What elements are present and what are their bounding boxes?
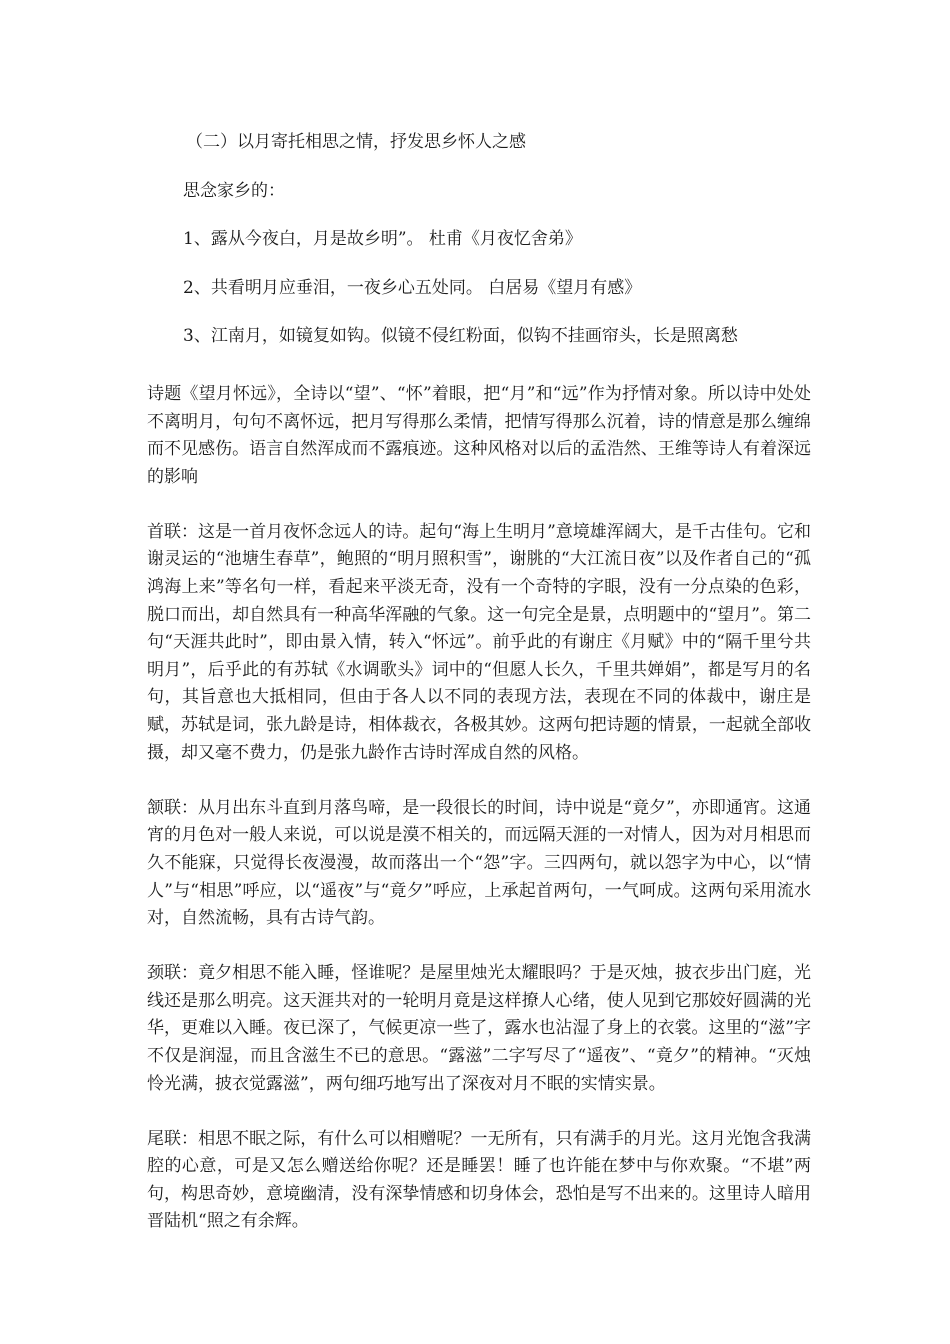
paragraph-third-couplet: 颈联：竟夕相思不能入睡，怪谁呢？是屋里烛光太耀眼吗？于是灭烛，披衣步出门庭，光线还是那么明亮。这天涯共对的一轮明月竟是这样撩人心绪，使人见到它那姣好圆满的光华，更难以入睡。夜已深了，气候更凉一些了，露水也沾湿了身上的衣裳。这里的“滋”字不仅是润湿，而且含滋生不已的意思。“露滋”二字写尽了“遥夜”、“竟夕”的精神。“灭烛怜光满，披衣觉露滋”，两句细巧地写出了深夜对月不眠的实情实景。 — [147, 963, 811, 1094]
poem-line-3: 3、江南月，如镜复如钩。似镜不侵红粉面，似钩不挂画帘头，长是照离愁 — [183, 326, 738, 346]
commentary-section — [147, 381, 811, 1264]
paragraph-second-couplet: 颔联：从月出东斗直到月落鸟啼，是一段很长的时间，诗中说是“竟夕”，亦即通宵。这通宵的月色对一般人来说，可以说是漠不相关的，而远隔天涯的一对情人，因为对月相思而久不能寐，只觉得长夜漫漫，故而落出一个“怨”字。三四两句，就以怨字为中心，以“情人”与“相思”呼应，以“遥夜”与“竟夕”呼应，上承起首两句，一气呵成。这两句采用流水对，自然流畅，具有古诗气韵。 — [147, 797, 811, 929]
poem-line-2: 2、共看明月应垂泪，一夜乡心五处同。 白居易《望月有感》 — [183, 277, 642, 298]
paragraph-title-analysis: 诗题《望月怀远》，全诗以“望”、“怀”着眼，把“月”和“远”作为抒情对象。所以诗中处处不离明月，句句不离怀远，把月写得那么柔情，把情写得那么沉着，诗的情意是那么缠绵而不见感伤。语言自然浑成而不露痕迹。这种风格对以后的孟浩然、王维等诗人有着深远的影响 — [147, 384, 811, 487]
section-subheading: 思念家乡的： — [183, 180, 285, 201]
section-heading: （二）以月寄托相思之情，抒发思乡怀人之感 — [186, 132, 526, 152]
poem-line-1: 1、露从今夜白，月是故乡明”。 杜甫《月夜忆舍弟》 — [183, 229, 582, 249]
paragraph-first-couplet: 首联：这是一首月夜怀念远人的诗。起句“海上生明月”意境雄浑阔大，是千古佳句。它和谢灵运的“池塘生春草”，鲍照的“明月照积雪”，谢朓的“大江流日夜”以及作者自己的“孤鸿海上来”等名句一样，看起来平淡无奇，没有一个奇特的字眼，没有一分点染的色彩，脱口而出，却自然具有一种高华浑融的气象。这一句完全是景，点明题中的“望月”。第二句“天涯共此时”，即由景入情，转入“怀远”。前乎此的有谢庄《月赋》中的“隔千里兮共明月”，后乎此的有苏轼《水调歌头》词中的“但愿人长久，千里共婵娟”，都是写月的名句，其旨意也大抵相同，但由于各人以不同的表现方法，表现在不同的体裁中，谢庄是赋，苏轼是词，张九龄是诗，相体裁衣，各极其妙。这两句把诗题的情景，一起就全部收摄，却又毫不费力，仍是张九龄作古诗时浑成自然的风格。 — [147, 521, 811, 763]
intro-section — [183, 118, 863, 361]
paragraph-last-couplet: 尾联：相思不眠之际，有什么可以相赠呢？一无所有，只有满手的月光。这月光饱含我满腔的心意，可是又怎么赠送给你呢？还是睡罢！睡了也许能在梦中与你欢聚。“不堪”两句，构思奇妙，意境幽清，没有深挚情感和切身体会，恐怕是写不出来的。这里诗人暗用晋陆机“照之有余辉。 — [147, 1128, 811, 1232]
